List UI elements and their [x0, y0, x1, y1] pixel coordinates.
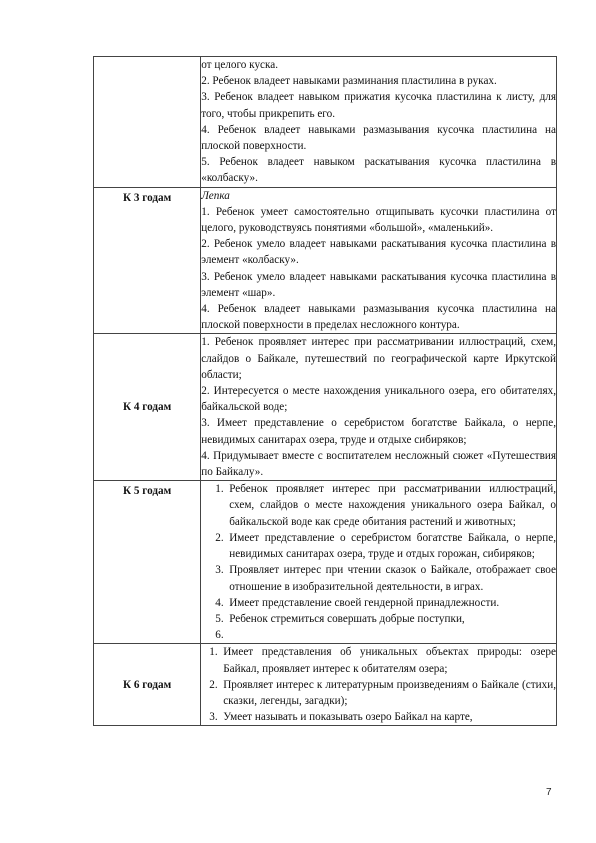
table-row	[94, 644, 557, 726]
item-text: Имеет представления об уникальных объектах природы: озере Байкал, проявляет интерес к обитателям озера;	[223, 646, 556, 675]
age-label: К 5 годам	[122, 485, 172, 498]
numbered-list	[201, 644, 556, 725]
item-number: 2.	[209, 678, 218, 691]
list-item	[201, 677, 556, 709]
item-text: Ребенок проявляет интерес при рассматривании иллюстраций, схем, слайдов о месте нахождения уникального озера Байкал, о байкальской воде как среде обитания растений и животных;	[229, 483, 556, 528]
page-number: 7	[546, 787, 552, 798]
list-item	[201, 644, 556, 676]
list-item	[201, 562, 556, 594]
age-cell	[94, 57, 201, 188]
outcome-text: 2. Ребенок владеет навыками разминания пластилина в руках.	[201, 75, 497, 88]
list-item	[201, 709, 556, 725]
table-row	[94, 187, 557, 334]
age-label	[94, 57, 200, 59]
item-text: Проявляет интерес к литературным произведениям о Байкале (стихи, сказки, легенды, загадки);	[223, 678, 556, 707]
outcome-text: 5. Ребенок владеет навыком раскатывания кусочка пластилина в «колбаску».	[201, 156, 556, 185]
outcomes-cell	[201, 187, 557, 334]
item-number: 1.	[215, 483, 224, 496]
section-heading: Лепка	[201, 189, 230, 202]
list-item	[201, 627, 556, 643]
table-row	[94, 334, 557, 481]
outcome-text: 3. Имеет представление о серебристом богатстве Байкала, о нерпе, невидимых санитарах озера, труде и отдыхе сибиряков;	[201, 417, 556, 446]
outcomes-cell	[201, 481, 557, 644]
numbered-list	[201, 481, 556, 643]
item-number: 4.	[215, 596, 224, 609]
outcome-text: от целого куска.	[201, 59, 279, 71]
outcome-text: 2. Ребенок умело владеет навыками раскатывания кусочка пластилина в элемент «колбаску».	[201, 238, 556, 267]
item-number: 6.	[215, 629, 224, 642]
outcomes-table	[93, 56, 557, 726]
item-number: 5.	[215, 612, 224, 625]
outcome-text: 4. Придумывает вместе с воспитателем несложный сюжет «Путешествия по Байкалу».	[201, 449, 556, 479]
item-text: Умеет называть и показывать озеро Байкал на карте,	[223, 711, 473, 724]
outcome-text: 3. Ребенок владеет навыком прижатия кусочка пластилина к листу, для того, чтобы прикрепить его.	[201, 91, 556, 120]
outcome-text: 1. Ребенок умеет самостоятельно отщипывать кусочки пластилина от целого, руководствуясь понятиями «большой», «маленький».	[201, 205, 556, 235]
age-cell	[94, 334, 201, 481]
age-cell	[94, 644, 201, 726]
age-label: К 4 годам	[122, 401, 172, 414]
item-number: 3.	[215, 564, 224, 577]
outcome-text: 4. Ребенок владеет навыками размазывания кусочка пластилина на плоской поверхности в пределах несложного контура.	[201, 303, 556, 332]
item-number: 1.	[209, 646, 218, 659]
list-item	[201, 595, 556, 611]
item-text: Имеет представление своей гендерной принадлежности.	[229, 596, 500, 609]
outcome-text: 4. Ребенок владеет навыками размазывания кусочка пластилина на плоской поверхности.	[201, 123, 556, 153]
outcomes-cell	[201, 334, 557, 481]
list-item	[201, 530, 556, 562]
item-number: 3.	[209, 711, 218, 724]
table-row	[94, 57, 557, 188]
item-text: Ребенок стремиться совершать добрые поступки,	[229, 612, 465, 625]
list-item	[201, 611, 556, 627]
item-number: 2.	[215, 531, 224, 544]
outcome-text: 2. Интересуется о месте нахождения уникального озера, его обитателях, байкальской воде;	[201, 385, 556, 414]
list-item	[201, 481, 556, 530]
age-label: К 6 годам	[122, 678, 172, 691]
table-row	[94, 481, 557, 644]
outcome-text: 3. Ребенок умело владеет навыками раскатывания кусочка пластилина в элемент «шар».	[201, 270, 556, 299]
age-label: К 3 годам	[122, 191, 172, 204]
age-cell	[94, 187, 201, 334]
item-text: Проявляет интерес при чтении сказок о Байкале, отображает свое отношение в изобразительной деятельности, в играх.	[229, 564, 556, 593]
age-cell	[94, 481, 201, 644]
outcomes-cell	[201, 644, 557, 726]
outcome-text: 1. Ребенок проявляет интерес при рассматривании иллюстраций, схем, слайдов о Байкале, путешествий по географической карте Иркутской области;	[201, 336, 556, 381]
outcomes-cell	[201, 57, 557, 188]
item-text: Имеет представление о серебристом богатстве Байкала, о нерпе, невидимых санитарах озера, труде и отдых горожан, сибиряков;	[229, 531, 556, 561]
